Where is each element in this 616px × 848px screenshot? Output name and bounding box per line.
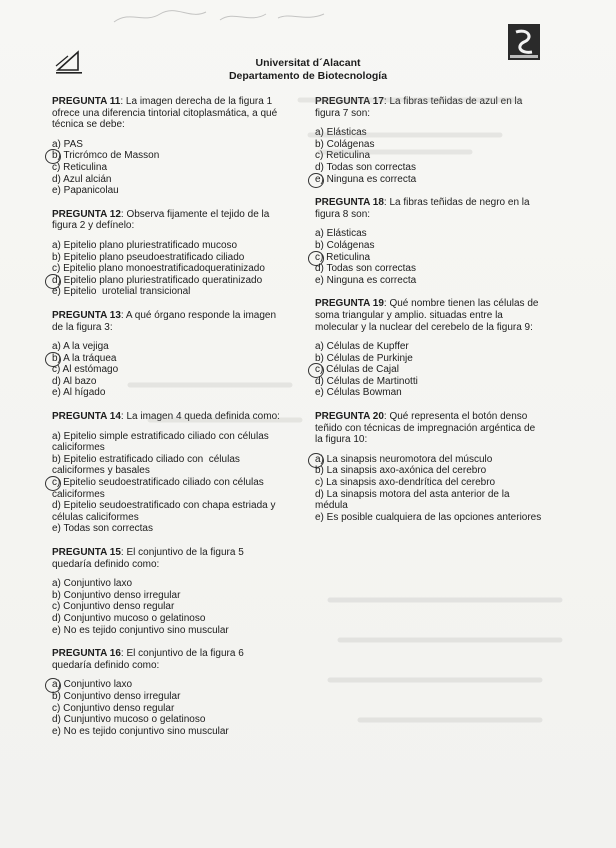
answer-option-label: e) Ninguna es correcta (315, 274, 417, 286)
answer-option (52, 613, 284, 625)
question-number: PREGUNTA 14 (52, 411, 121, 423)
answer-option (315, 150, 545, 162)
answer-option-label: d) Todas son correctas (315, 263, 416, 275)
question-prompt: : El conjuntivo de la figura 5 quedaría definido como: (52, 547, 244, 570)
question-text (315, 96, 545, 119)
answer-option (315, 364, 545, 376)
answer-option-label: a) Epitelio simple estratificado ciliado con células caliciformes (52, 430, 272, 454)
answer-option (315, 465, 545, 477)
answer-option (315, 174, 545, 186)
answer-option (52, 387, 284, 399)
answer-option (52, 703, 284, 715)
answer-option (52, 691, 284, 703)
question-block (52, 96, 284, 197)
answer-option (52, 726, 284, 738)
answer-option-label: c) La sinapsis axo-dendrítica del cerebro (315, 477, 496, 489)
question-block (52, 209, 284, 298)
answer-option (52, 679, 284, 691)
answer-option (52, 578, 284, 590)
question-prompt: : Qué nombre tienen las células de soma triangular y amplio. situadas entre la molecular y la nuclear del cerebelo de la figura 9: (315, 298, 539, 333)
answer-option (315, 228, 545, 240)
answer-option-label: b) Epitelio plano pseudoestratificado ciliado (52, 251, 245, 263)
answer-option (52, 625, 284, 637)
answer-option (315, 263, 545, 275)
answer-option-label: d) Células de Martinotti (315, 375, 418, 387)
question-block (315, 298, 545, 399)
answer-option-label: e) Es posible cualquiera de las opciones anteriores (315, 511, 542, 523)
answer-option-label: d) Todas son correctas (315, 161, 416, 173)
question-text (315, 298, 545, 333)
question-prompt: : A qué órgano responde la imagen de la figura 3: (52, 309, 277, 333)
question-number: PREGUNTA 17 (315, 96, 384, 107)
question-block (52, 411, 284, 535)
question-text (52, 209, 284, 232)
question-text (52, 96, 284, 131)
answer-option-label: e) Ninguna es correcta (315, 173, 417, 185)
answer-option-label: a) Conjuntivo laxo (52, 578, 133, 590)
question-prompt: : El conjuntivo de la figura 6 quedaría definido como: (52, 648, 244, 671)
answer-option (52, 364, 284, 376)
answer-option-label: b) Colágenas (315, 239, 375, 251)
answer-option-label: d) Epitelio plano pluriestratificado queratinizado (52, 274, 263, 286)
answer-option (52, 353, 284, 365)
answer-option-label: a) A la vejiga (52, 341, 109, 353)
answer-option (52, 252, 284, 264)
question-text (52, 547, 284, 570)
answer-option-label: b) Conjuntivo denso irregular (52, 690, 181, 702)
answer-option-label: d) Al bazo (52, 375, 97, 387)
department-name: Departamento de Biotecnología (228, 70, 388, 82)
answer-option-label: a) Células de Kupffer (315, 341, 409, 353)
answer-option-label: a) La sinapsis neuromotora del músculo (315, 453, 493, 465)
answer-option (315, 454, 545, 466)
question-prompt: : La imagen derecha de la figura 1 ofrece una diferencia tintorial citoplasmática, a qué técnica se debe: (52, 96, 278, 131)
question-prompt: : Qué representa el botón denso teñido con técnicas de impregnación argéntica de la figura 10: (315, 411, 536, 446)
answer-option (315, 162, 545, 174)
right-column (315, 96, 545, 535)
answer-option-label: e) Papanicolau (52, 185, 119, 197)
answer-option (52, 477, 284, 500)
answer-option-label: a) Conjuntivo laxo (52, 679, 133, 691)
question-prompt: : Observa fijamente el tejido de la figura 2 y defínelo: (52, 208, 270, 232)
answer-option (52, 601, 284, 613)
answer-option (52, 139, 284, 151)
answer-option-label: a) Elásticas (315, 228, 367, 240)
question-number: PREGUNTA 18 (315, 197, 384, 209)
answer-option-label: c) Reticulina (52, 161, 108, 173)
answer-option (52, 263, 284, 275)
answer-option-label: e) No es tejido conjuntivo sino muscular (52, 624, 229, 636)
answer-option (52, 523, 284, 535)
answer-option-label: c) Reticulina (315, 251, 371, 263)
answer-option (52, 275, 284, 287)
answer-option-label: a) Epitelio plano pluriestratificado mucoso (52, 239, 238, 251)
answer-option-label: e) No es tejido conjuntivo sino muscular (52, 725, 229, 737)
question-text (315, 411, 545, 446)
answer-option (52, 162, 284, 174)
answer-option-label: d) Conjuntivo mucoso o gelatinoso (52, 612, 206, 624)
question-text (315, 197, 545, 220)
answer-option (52, 185, 284, 197)
answer-option (52, 240, 284, 252)
question-number: PREGUNTA 13 (52, 309, 121, 321)
answer-option (52, 376, 284, 388)
answer-option-label: d) Cunjuntivo mucoso o gelatinoso (52, 714, 206, 726)
answer-option-label: d) La sinapsis motora del asta anterior de la médula (315, 488, 513, 512)
question-text (52, 411, 284, 423)
handwritten-scribble (110, 6, 340, 28)
answer-option (315, 353, 545, 365)
pen-circle-mark (308, 173, 324, 188)
answer-option (315, 489, 545, 512)
question-number: PREGUNTA 20 (315, 411, 384, 423)
question-number: PREGUNTA 15 (52, 547, 121, 558)
answer-option (315, 127, 545, 139)
answer-option-label: b) Epitelio estratificado ciliado con células caliciformes y basales (52, 453, 243, 477)
answer-option (52, 286, 284, 298)
answer-option-label: e) Células Bowman (315, 387, 402, 399)
answer-option-label: e) Epitelio urotelial transicional (52, 286, 191, 298)
question-number: PREGUNTA 11 (52, 96, 121, 107)
question-block (315, 197, 545, 286)
answer-option-label: b) La sinapsis axo-axónica del cerebro (315, 465, 487, 477)
answer-option-label: a) Elásticas (315, 127, 367, 139)
answer-option (52, 431, 284, 454)
answer-option (52, 454, 284, 477)
answer-option-label: e) Al hígado (52, 387, 106, 399)
answer-option (52, 590, 284, 602)
answer-option (315, 341, 545, 353)
answer-option-label: d) Azul alcián (52, 173, 112, 185)
answer-option (52, 714, 284, 726)
question-prompt: : La fibras teñidas de azul en la figura 7 son: (315, 96, 523, 119)
answer-option-label: a) PAS (52, 138, 83, 150)
question-text (52, 310, 284, 333)
question-block (315, 96, 545, 185)
answer-option (315, 240, 545, 252)
question-number: PREGUNTA 16 (52, 648, 121, 660)
answer-option (52, 150, 284, 162)
left-column (52, 96, 284, 749)
question-prompt: : La imagen 4 queda definida como: (120, 411, 280, 423)
answer-option (315, 275, 545, 287)
answer-option-label: b) Células de Purkinje (315, 352, 413, 364)
question-block (52, 648, 284, 737)
department-logo-icon (508, 24, 540, 60)
answer-option (52, 500, 284, 523)
question-number: PREGUNTA 19 (315, 298, 384, 310)
answer-option-label: b) Colágenas (315, 138, 375, 150)
answer-option-label: e) Todas son correctas (52, 523, 153, 535)
answer-option-label: c) Epitelio seudoestratificado ciliado con células caliciformes (52, 477, 267, 500)
answer-option-label: b) Tricrómco de Masson (52, 150, 160, 162)
answer-option-label: b) A la tráquea (52, 352, 117, 364)
answer-option (52, 174, 284, 186)
answer-option (315, 376, 545, 388)
question-text (52, 648, 284, 671)
answer-option (315, 139, 545, 151)
answer-option-label: c) Reticulina (315, 150, 371, 162)
question-block (52, 547, 284, 636)
question-block (315, 411, 545, 523)
answer-option (315, 387, 545, 399)
answer-option-label: c) Conjuntivo denso regular (52, 601, 175, 613)
answer-option-label: b) Conjuntivo denso irregular (52, 589, 181, 601)
answer-option (315, 477, 545, 489)
question-block (52, 310, 284, 399)
question-number: PREGUNTA 12 (52, 208, 121, 220)
pen-circle-mark (45, 476, 61, 491)
answer-option-label: c) Conjuntivo denso regular (52, 702, 175, 714)
answer-option (52, 341, 284, 353)
question-prompt: : La fibras teñidas de negro en la figura 8 son: (315, 197, 530, 220)
answer-option-label: d) Epitelio seudoestratificado con chapa estriada y células caliciformes (52, 500, 279, 523)
university-name: Universitat d´Alacant (255, 57, 361, 69)
answer-option (315, 512, 545, 524)
answer-option (315, 252, 545, 264)
answer-option-label: c) Epitelio plano monoestratificadoqueratinizado (52, 263, 265, 275)
answer-option-label: c) Al estómago (52, 364, 119, 376)
answer-option-label: c) Células de Cajal (315, 364, 399, 376)
